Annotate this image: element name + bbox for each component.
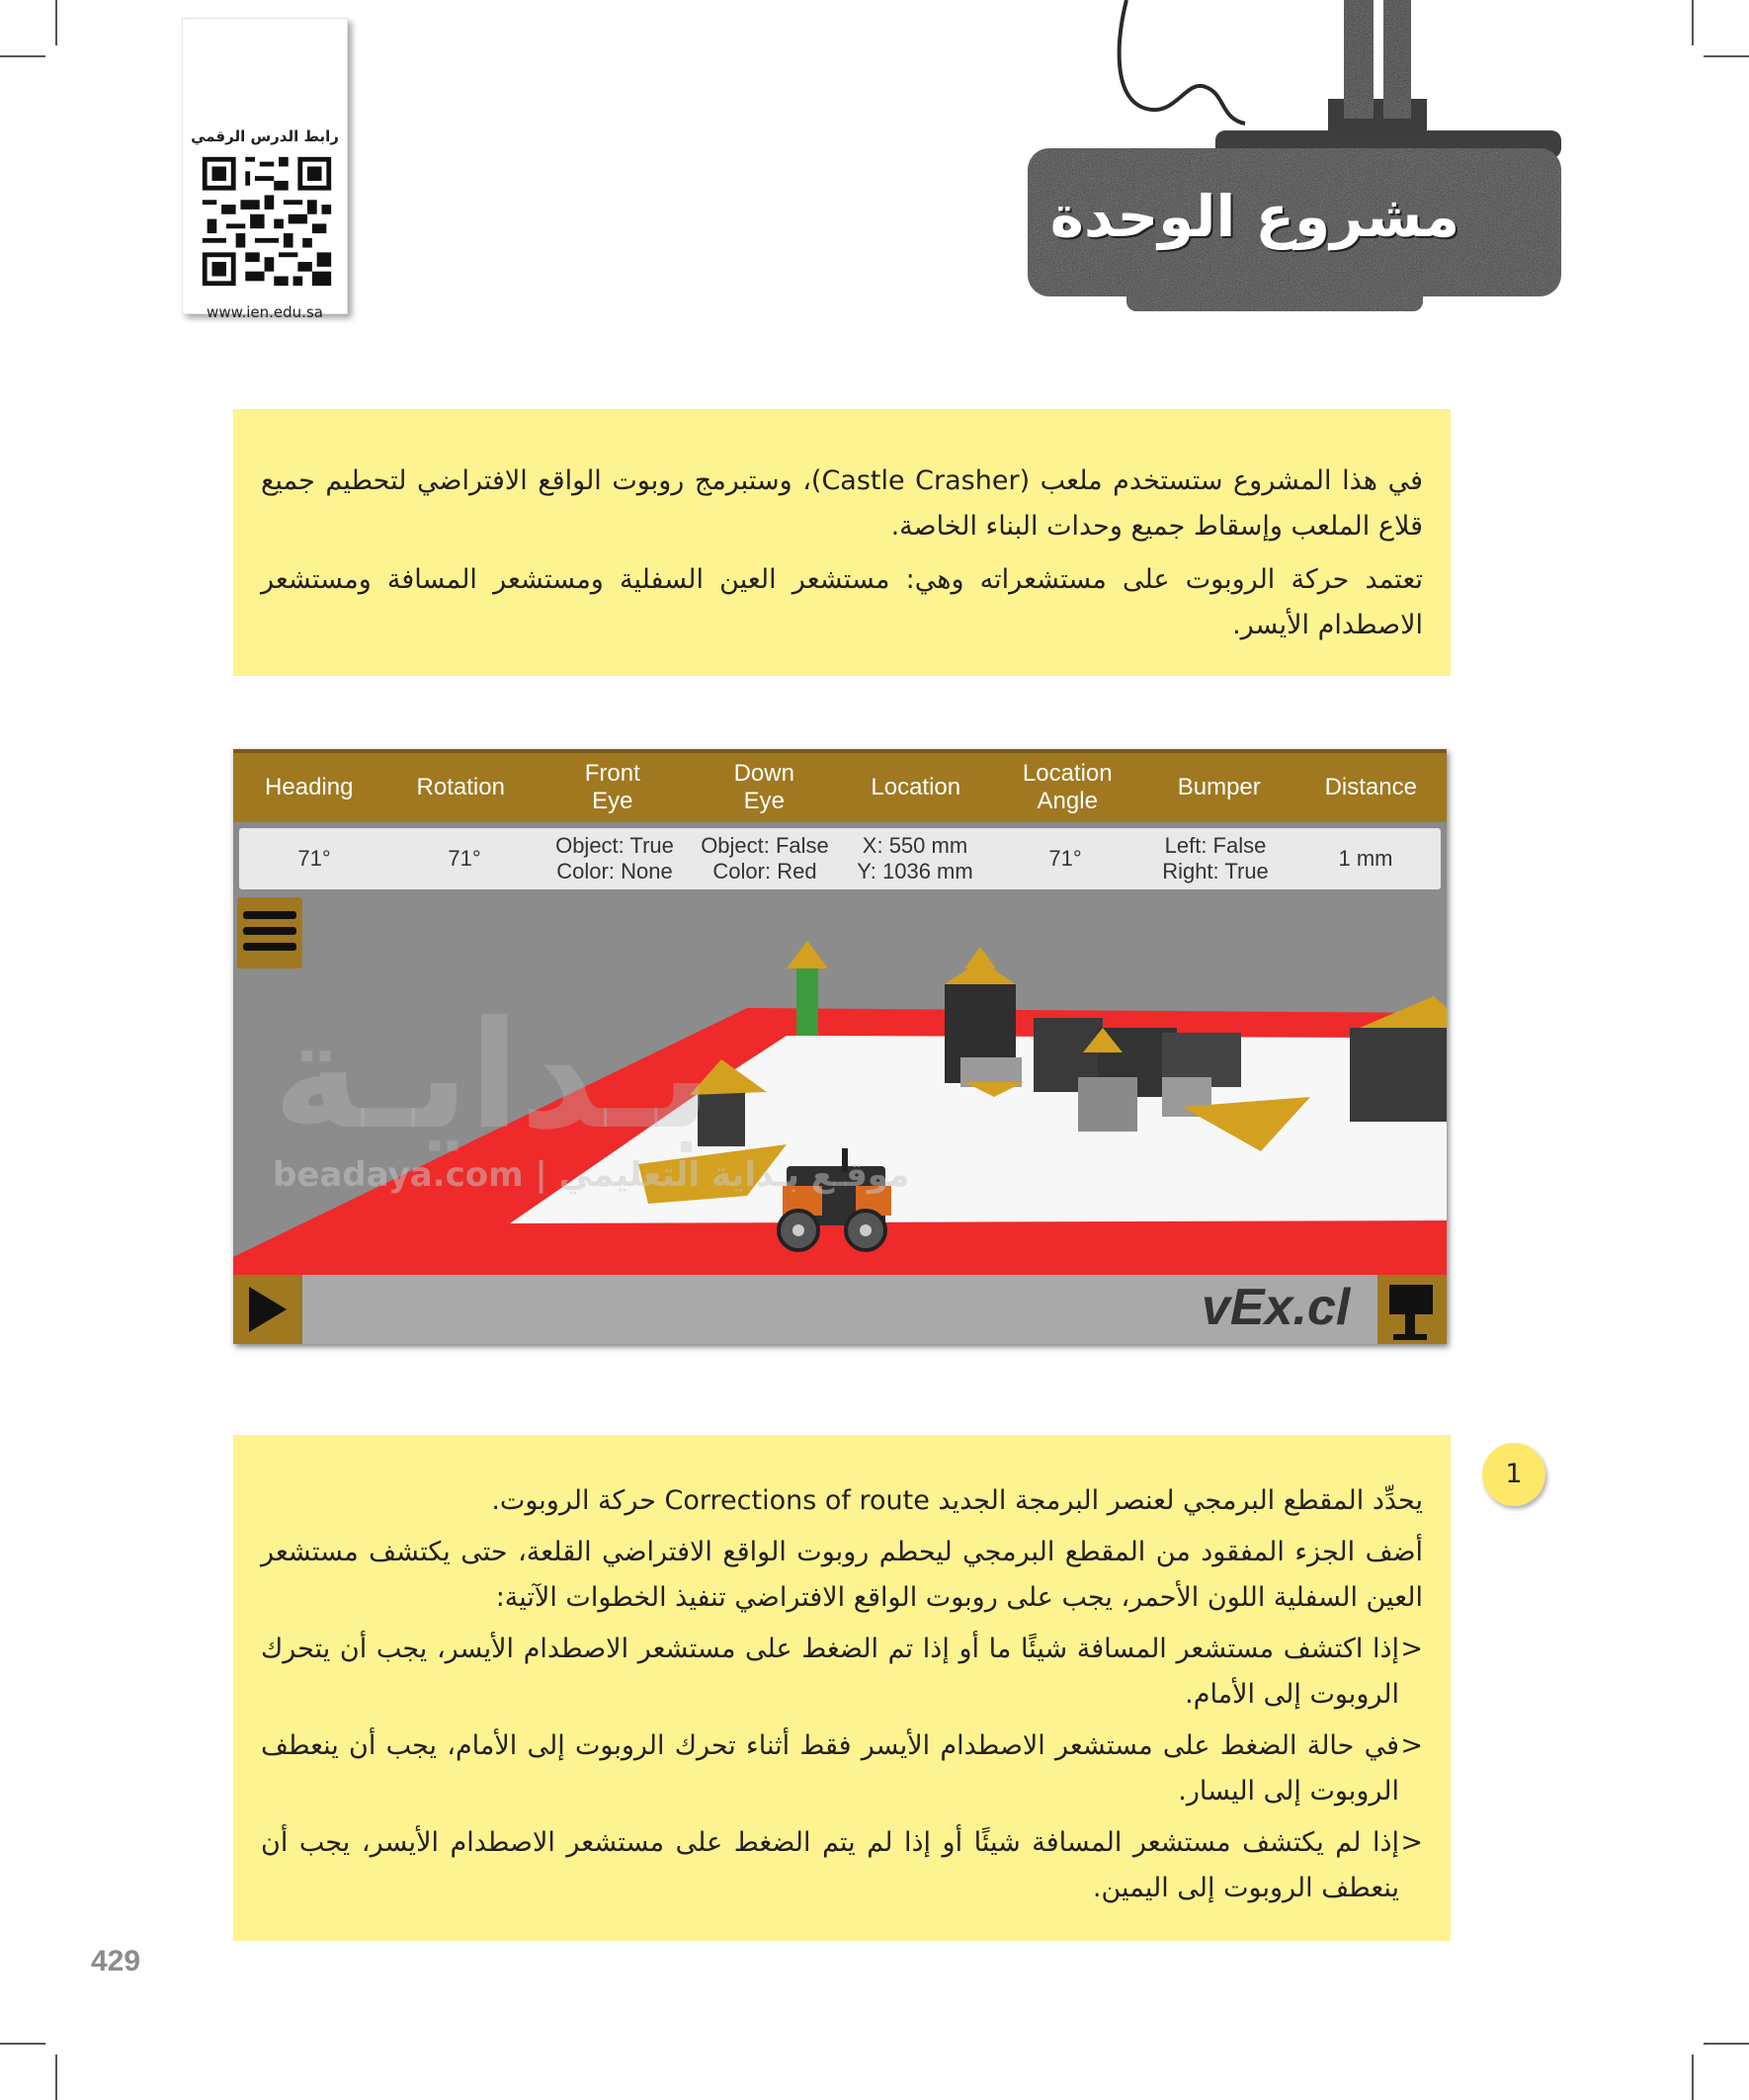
green-tower — [796, 968, 818, 1036]
svg-text:بـدايـة: بـدايـة — [273, 990, 712, 1162]
intro-paragraph: تعتمد حركة الروبوت على مستشعراته وهي: مستشعر العين السفلية ومستشعر المسافة ومستشعر الاصطدام الأيسر. — [261, 564, 1423, 640]
bullet-marker: < — [1400, 1730, 1423, 1761]
digital-lesson-card[interactable] — [182, 18, 348, 321]
sensor-value: 71° — [1048, 846, 1082, 871]
crop-mark — [1692, 0, 1694, 45]
sensor-value: X: 550 mm Y: 1036 mm — [857, 833, 973, 883]
vexcode-simulator — [233, 749, 1447, 1344]
castle-crasher-field — [233, 889, 1447, 1344]
page-number: 429 — [91, 1945, 141, 1977]
castle-block — [1078, 1077, 1137, 1132]
bullet-marker: < — [1400, 1634, 1423, 1664]
task-step-text: إذا اكتشف مستشعر المسافة شيئًا ما أو إذا تم الضغط على مستشعر الاصطدام الأيسر، يجب أن يتحرك الروبوت إلى الأمام. — [261, 1634, 1399, 1710]
sensor-header: Rotation — [416, 774, 505, 800]
qr-code-icon[interactable] — [198, 152, 336, 291]
task-step — [261, 1820, 1423, 1911]
task-step — [261, 1627, 1423, 1718]
task-step — [261, 1723, 1423, 1814]
sensor-value: Left: False Right: True — [1162, 833, 1269, 883]
sensor-header: Distance — [1324, 774, 1417, 800]
intro-box — [233, 409, 1451, 676]
intro-paragraph: في هذا المشروع ستستخدم ملعب (Castle Crasher)، وستبرمج روبوت الواقع الافتراضي لتحطيم جميع قلاع الملعب وإسقاط جميع وحدات البناء الخاصة. — [261, 465, 1423, 542]
sensor-header: Location Angle — [1022, 760, 1113, 814]
sensor-value-row — [239, 828, 1441, 889]
task-step-text: في حالة الضغط على مستشعر الاصطدام الأيسر فقط أثناء تحرك الروبوت إلى الأمام، يجب أن ينعطف الروبوت إلى اليسار. — [261, 1730, 1399, 1806]
digital-lesson-label: رابط الدرس الرقمي — [191, 127, 339, 145]
sensor-value: 71° — [297, 846, 331, 871]
task-paragraph: يحدِّد المقطع البرمجي لعنصر البرمجة الجديد Corrections of route حركة الروبوت. — [491, 1485, 1423, 1516]
crop-mark — [55, 0, 57, 45]
sensor-value: 71° — [448, 846, 481, 871]
sensor-value: 1 mm — [1338, 846, 1393, 871]
sensor-header: Bumper — [1177, 774, 1261, 800]
crop-mark — [0, 2043, 45, 2045]
sensor-value: Object: True Color: None — [555, 833, 674, 883]
sensor-header-row — [233, 749, 1447, 822]
task-paragraph: أضف الجزء المفقود من المقطع البرمجي ليحطم روبوت الواقع الافتراضي القلعة، حتى يكتشف مستشعر العين السفلية اللون الأحمر، يجب على روبوت الواقع الافتراضي تنفيذ الخطوات الآتية: — [261, 1537, 1423, 1613]
watermark-text: beadaya.com | موقـع بـداية التعليمي — [273, 1155, 910, 1195]
crop-mark — [1704, 55, 1749, 57]
crop-mark — [0, 55, 45, 57]
sensor-header: Heading — [265, 774, 354, 800]
sensor-header: Front Eye — [584, 760, 640, 814]
sensor-header: Location — [871, 774, 961, 800]
bullet-marker: < — [1400, 1827, 1423, 1858]
sensor-header: Down Eye — [733, 760, 794, 814]
vex-logo: vEx.cl — [1202, 1279, 1351, 1336]
camera-view-icon — [1377, 1275, 1447, 1344]
crop-mark — [55, 2055, 57, 2100]
unit-title-banner — [1008, 0, 1561, 316]
play-icon — [233, 1275, 302, 1344]
crop-mark — [1692, 2055, 1694, 2100]
unit-title: مشروع الوحدة — [1049, 183, 1460, 250]
task-box — [233, 1435, 1451, 1941]
castle-block — [1350, 1028, 1447, 1122]
task-number-badge: 1 — [1482, 1443, 1545, 1506]
menu-icon — [237, 897, 302, 968]
sensor-value: Object: False Color: Red — [701, 833, 829, 883]
crop-mark — [1704, 2043, 1749, 2045]
digital-lesson-url[interactable]: www.ien.edu.sa — [207, 303, 323, 321]
task-step-text: إذا لم يكتشف مستشعر المسافة شيئًا أو إذا لم يتم الضغط على مستشعر الاصطدام الأيسر، يجب أن ينعطف الروبوت إلى اليمين. — [261, 1827, 1399, 1903]
